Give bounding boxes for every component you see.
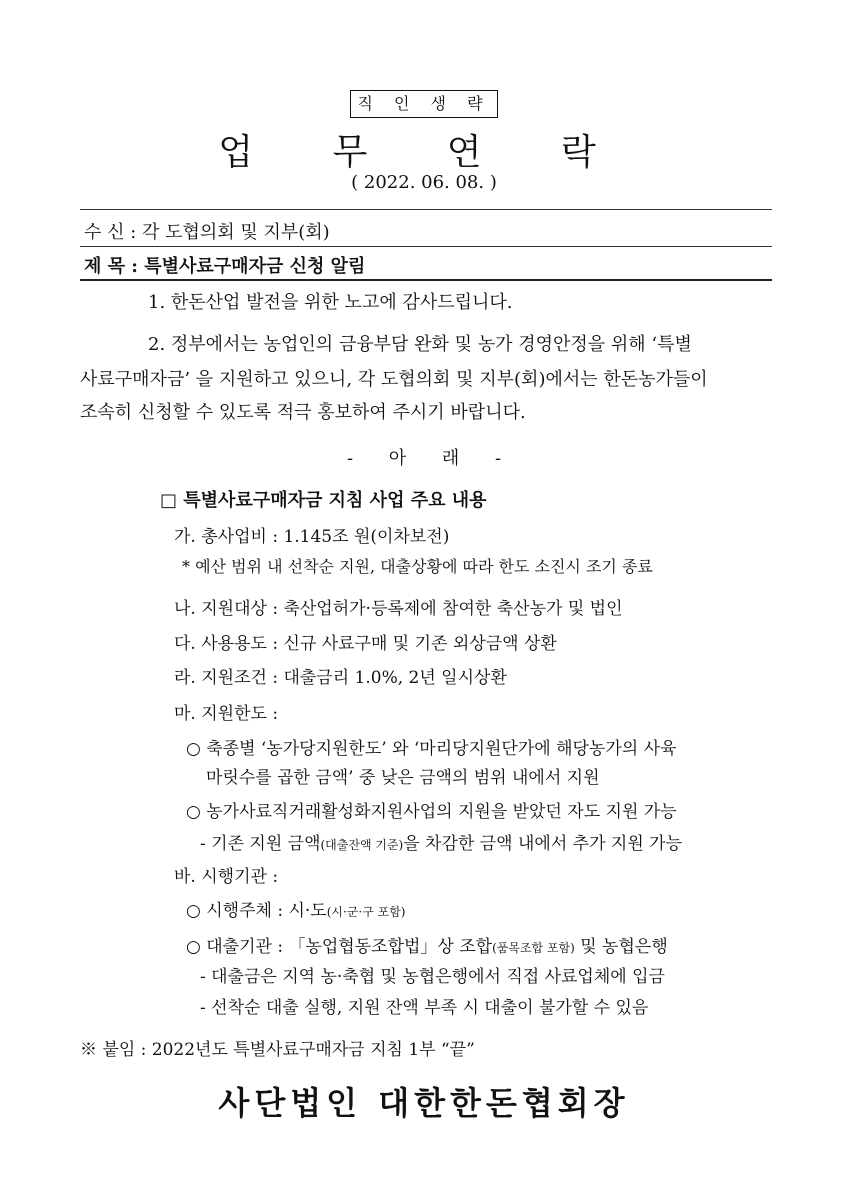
item-ga-note: * 예산 범위 내 선착순 지원, 대출상황에 따라 한도 소진시 조기 종료 [182,557,653,576]
item-da: 다. 사용용도 : 신규 사료구매 및 기존 외상금액 상환 [174,634,557,654]
item-ma: 마. 지원한도 : [174,704,279,724]
item-ba-2-text-a: ○ 대출기관 : 「농업협동조합법」상 조합 [186,937,493,957]
item-ma-2-sub [200,829,682,854]
below-marker: - 아 래 - [346,448,502,469]
item-ma-2-sub-text-a: - 기존 지원 금액 [200,834,321,854]
omitted-seal-box: 직 인 생 략 [350,90,498,118]
subject-divider [80,279,772,281]
signature-line: 사단법인 대한한돈협회장 [218,1084,630,1122]
item-ba-2-sub-2: - 선착순 대출 실행, 지원 잔액 부족 시 대출이 불가할 수 있음 [200,998,649,1018]
item-ba-1-text: ○ 시행주체 : 시·도 [186,901,327,921]
item-ma-2-sub-text-b: 을 차감한 금액 내에서 추가 지원 가능 [403,834,682,854]
paragraph-1: 1. 한돈산업 발전을 위한 노고에 감사드립니다. [148,292,513,313]
item-ra: 라. 지원조건 : 대출금리 1.0%, 2년 일시상환 [174,668,507,688]
document-title: 업 무 연 락 [218,132,630,173]
item-ma-1-line-1: ○ 축종별 ‘농가당지원한도’ 와 ‘마리당지원단가에 해당농가의 사육 [186,739,677,759]
attachment-line: ※ 붙임 : 2022년도 특별사료구매자금 지침 1부 “끝” [80,1040,475,1060]
item-ba-2-sub-1: - 대출금은 지역 농·축협 및 농협은행에서 직접 사료업체에 입금 [200,967,665,987]
item-ma-2-sub-small: (대출잔액 기준) [320,838,404,852]
item-ba-2 [186,932,668,957]
item-ba-1 [186,896,406,921]
paragraph-2-line-3: 조속히 신청할 수 있도록 적극 홍보하여 주시기 바랍니다. [80,402,526,423]
item-ba-1-small: (시·군·구 포함) [326,905,406,919]
recipient-divider [80,246,772,247]
paragraph-2-line-1: 2. 정부에서는 농업인의 금융부담 완화 및 농가 경영안정을 위해 ‘특별 [148,334,692,355]
paragraph-2-line-2: 사료구매자금’ 을 지원하고 있으니, 각 도협의회 및 지부(회)에서는 한돈농가들이 [80,369,708,390]
item-ba-2-text-b: 및 농협은행 [574,937,668,957]
item-na: 나. 지원대상 : 축산업허가·등록제에 참여한 축산농가 및 법인 [174,599,623,619]
document-date: ( 2022. 06. 08. ) [351,172,497,193]
item-ma-1-line-2: 마릿수를 곱한 금액’ 중 낮은 금액의 범위 내에서 지원 [206,768,600,788]
section-heading: □ 특별사료구매자금 지침 사업 주요 내용 [160,490,487,511]
recipient-line: 수 신 : 각 도협의회 및 지부(회) [84,222,330,243]
header-divider [80,209,772,210]
item-ga: 가. 총사업비 : 1.145조 원(이차보전) [174,527,450,547]
item-ba-2-small: (품목조합 포함) [492,941,575,955]
item-ma-2: ○ 농가사료직거래활성화지원사업의 지원을 받았던 자도 지원 가능 [186,802,677,822]
subject-line: 제 목 : 특별사료구매자금 신청 알림 [84,256,366,277]
item-ba: 바. 시행기관 : [174,867,279,887]
